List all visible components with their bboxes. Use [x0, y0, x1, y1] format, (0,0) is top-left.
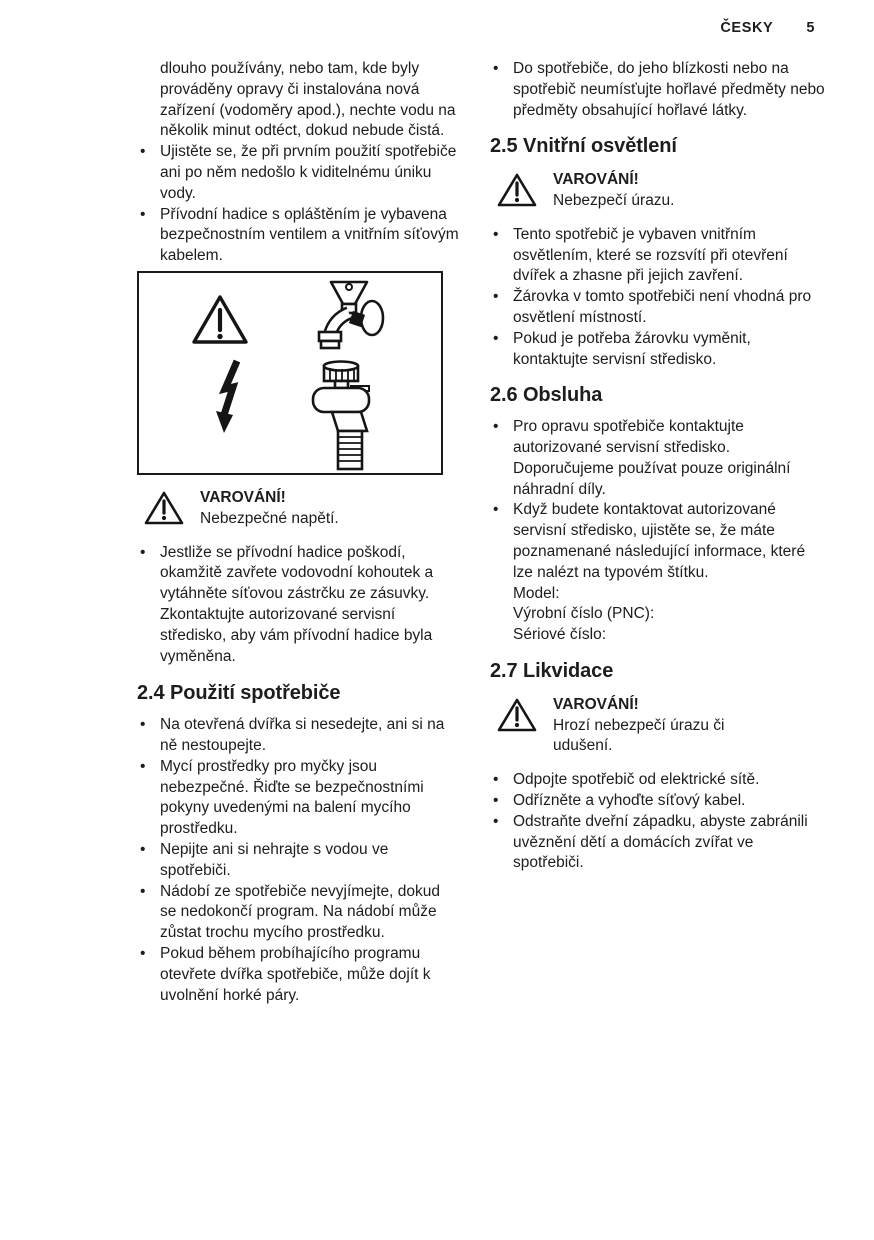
- pnc-label-line: Výrobní číslo (PNC):: [513, 605, 655, 623]
- warning-body: [553, 170, 675, 212]
- list-item: [490, 500, 827, 646]
- warning-body: [200, 488, 339, 530]
- list-item: • Pokud je potřeba žárovku vyměnit, kontaktujte servisní středisko.: [490, 329, 827, 371]
- section-heading-2-4: 2.4 Použití spotřebiče: [137, 682, 341, 705]
- warning-triangle-icon: [497, 697, 537, 733]
- list-item: • Pro opravu spotřebiče kontaktujte autorizované servisní středisko. Doporučujeme používat pouze originální náhradní díly.: [490, 417, 827, 500]
- list-item: • Ujistěte se, že při prvním použití spotřebiče ani po něm nedošlo k viditelnému úniku vody.: [137, 142, 460, 204]
- list-item: • Odřízněte a vyhoďte síťový kabel.: [490, 791, 827, 812]
- warning-title: VAROVÁNÍ!: [200, 488, 286, 506]
- bullet-text: Když budete kontaktovat autorizované servisní středisko, ujistěte se, že máte poznamenané následující informace, které lze nalézt na typovém štítku.: [513, 501, 806, 581]
- section-heading-2-7: 2.7 Likvidace: [490, 659, 614, 682]
- warning-body: [553, 695, 775, 757]
- electrical-hazard-figure: [139, 273, 441, 473]
- section-heading-2-6: 2.6 Obsluha: [490, 384, 603, 407]
- bullet-list-water-supply: [137, 142, 460, 267]
- bullet-list-flammables: [490, 59, 827, 121]
- list-item: • Pokud během probíhajícího programu otevřete dvířka spotřebiče, může dojít k uvolnění horké páry.: [137, 944, 460, 1006]
- warning-note-disposal: [490, 695, 827, 757]
- warning-triangle-icon: [144, 490, 184, 526]
- bullet-list-service: [490, 417, 827, 646]
- page-header: [720, 20, 815, 36]
- serial-label-line: Sériové číslo:: [513, 626, 607, 644]
- language-label: ČESKY: [720, 20, 774, 36]
- section-heading-2-5: 2.5 Vnitřní osvětlení: [490, 135, 677, 158]
- model-label-line: Model:: [513, 584, 560, 602]
- list-item: • Jestliže se přívodní hadice poškodí, okamžitě zavřete vodovodní kohoutek a vytáhněte síťovou zástrčku ze zásuvky. Zkontaktujte autorizované servisní středisko, aby vám přívodní hadice byla vyměněna.: [137, 543, 460, 668]
- bullet-list-disposal: [490, 770, 827, 874]
- list-item: • Odpojte spotřebič od elektrické sítě.: [490, 770, 827, 791]
- bullet-list-lighting: [490, 225, 827, 371]
- inlet-hose-drawing: [313, 361, 369, 469]
- warning-triangle-icon: [497, 172, 537, 208]
- intro-paragraph: dlouho používány, nebo tam, kde byly prováděny opravy či instalována nová zařízení (vodoměry apod.), nechte vodu na několik minut odtéct, dokud nebude čistá.: [160, 60, 456, 140]
- list-item: • Žárovka v tomto spotřebiči není vhodná pro osvětlení místností.: [490, 287, 827, 329]
- list-item: • Na otevřená dvířka si nesedejte, ani si na ně nestoupejte.: [137, 715, 460, 757]
- water-tap-drawing: [319, 282, 383, 348]
- warning-title: VAROVÁNÍ!: [553, 695, 639, 713]
- figure-box: [137, 271, 443, 475]
- list-item: • Přívodní hadice s opláštěním je vybavena bezpečnostním ventilem a vnitřním síťovým kabelem.: [137, 205, 460, 267]
- warning-note-injury: [490, 170, 827, 212]
- list-item: • Do spotřebiče, do jeho blízkosti nebo na spotřebič neumísťujte hořlavé předměty nebo předměty obsahující hořlavé látky.: [490, 59, 827, 121]
- warning-note-voltage: [137, 488, 460, 530]
- list-item: • Nádobí ze spotřebiče nevyjímejte, dokud se nedokončí program. Na nádobí může zůstat trochu mycího prostředku.: [137, 882, 460, 944]
- warning-text: Nebezpečí úrazu.: [553, 191, 675, 209]
- list-item: • Nepijte ani si nehrajte s vodou ve spotřebiči.: [137, 840, 460, 882]
- list-item: • Tento spotřebič je vybaven vnitřním osvětlením, které se rozsvítí při otevření dvířek a zhasne při jejich zavření.: [490, 225, 827, 287]
- warning-text: Hrozí nebezpečí úrazu či udušení.: [553, 716, 725, 755]
- left-column: [137, 59, 460, 1006]
- warning-title: VAROVÁNÍ!: [553, 171, 639, 189]
- bullet-list-use: [137, 715, 460, 1006]
- page-number: 5: [806, 20, 815, 36]
- list-item: • Odstraňte dveřní západku, abyste zabránili uvěznění dětí a domácích zvířat ve spotřebiči.: [490, 812, 827, 874]
- bullet-list-damaged-hose: [137, 543, 460, 668]
- warning-text: Nebezpečné napětí.: [200, 509, 339, 527]
- warning-triangle-icon: [194, 297, 246, 342]
- list-item: • Mycí prostředky pro myčky jsou nebezpečné. Řiďte se bezpečnostními pokyny uvedenými na balení mycího prostředku.: [137, 757, 460, 840]
- lightning-bolt-icon: [216, 361, 237, 433]
- right-column: [490, 59, 827, 874]
